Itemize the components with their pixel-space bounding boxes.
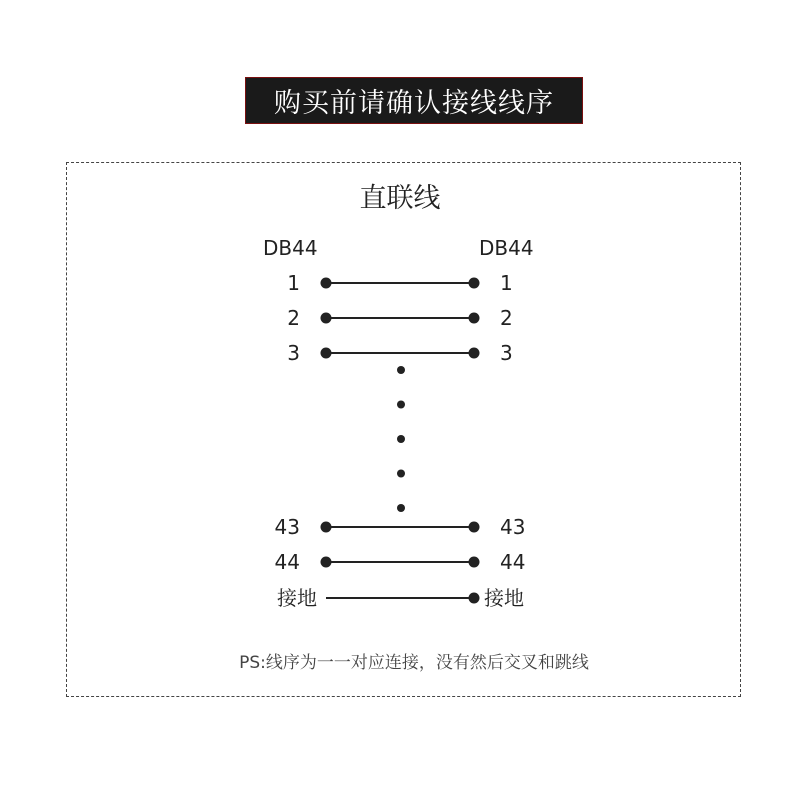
left-pin-dot	[321, 557, 332, 568]
left-pin-label: 43	[274, 515, 300, 539]
right-pin-label: 1	[500, 271, 513, 295]
right-pin-label: 接地	[484, 586, 524, 610]
right-pin-label: 2	[500, 306, 513, 330]
left-connector-header: DB44	[263, 236, 318, 260]
right-pin-label: 3	[500, 341, 513, 365]
right-pin-dot	[469, 593, 480, 604]
ellipsis-dot	[397, 401, 405, 409]
right-connector-header: DB44	[479, 236, 534, 260]
right-pin-label: 43	[500, 515, 526, 539]
right-pin-dot	[469, 522, 480, 533]
diagram-title: 直联线	[359, 183, 441, 214]
ellipsis-dot	[397, 504, 405, 512]
left-pin-dot	[321, 278, 332, 289]
left-pin-dot	[321, 348, 332, 359]
right-pin-dot	[469, 313, 480, 324]
right-pin-dot	[469, 278, 480, 289]
left-pin-dot	[321, 313, 332, 324]
ellipsis-dot	[397, 366, 405, 374]
right-pin-dot	[469, 557, 480, 568]
wiring-note: PS:线序为一一对应连接，没有然后交叉和跳线	[239, 653, 589, 673]
banner-title: 购买前请确认接线线序	[274, 88, 554, 119]
left-pin-label: 1	[287, 271, 300, 295]
left-pin-label: 接地	[277, 586, 317, 610]
ellipsis-dot	[397, 470, 405, 478]
right-pin-dot	[469, 348, 480, 359]
ellipsis-dot	[397, 435, 405, 443]
left-pin-label: 3	[287, 341, 300, 365]
left-pin-label: 44	[274, 550, 300, 574]
left-pin-dot	[321, 522, 332, 533]
right-pin-label: 44	[500, 550, 526, 574]
left-pin-label: 2	[287, 306, 300, 330]
